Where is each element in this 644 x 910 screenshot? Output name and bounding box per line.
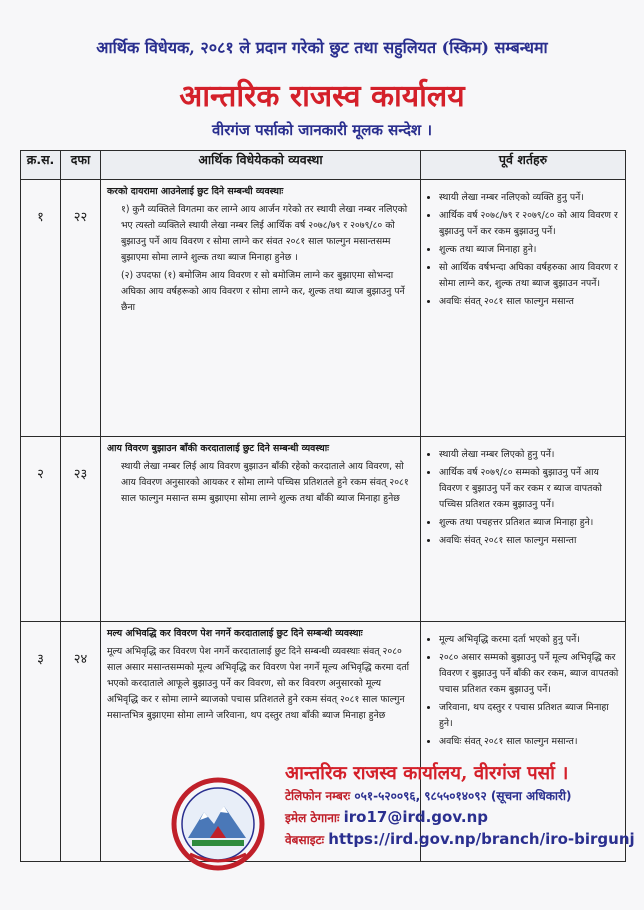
condition-item: • शुल्क तथा ब्याज मिनाहा हुने। <box>439 242 619 258</box>
col-header-conditions: पूर्व शर्तहरु <box>421 151 626 180</box>
phone-value: ०५१-५२००९६, ९८५५०१४०९२ (सूचना अधिकारी) <box>354 789 572 803</box>
table-header-row <box>21 151 626 180</box>
subject-heading: आर्थिक विधेयक, २०८१ ले प्रदान गरेको छुट तथा सहुलियत (स्किम) सम्बन्धमा <box>96 38 548 57</box>
email-link[interactable]: iro17@ird.gov.np <box>343 808 489 826</box>
col-header-section: दफा <box>61 151 101 180</box>
row-section: २४ <box>61 622 101 862</box>
website-link[interactable]: https://ird.gov.np/branch/iro-birgunj <box>328 830 635 848</box>
notice-subtitle: वीरगंज पर्साको जानकारी मूलक सन्देश । <box>211 121 433 139</box>
condition-item: • जरिवाना, थप दस्तुर र पचास प्रतिशत ब्याज मिनाहा हुने। <box>439 700 619 732</box>
office-title: आन्तरिक राजस्व कार्यालय <box>179 79 465 114</box>
email-label: इमेल ठेगानाः <box>285 811 340 825</box>
provision-title: करको दायरामा आउनेलाई छुट दिने सम्बन्धी व्यवस्थाः <box>107 186 284 197</box>
row-section: २२ <box>61 180 101 437</box>
condition-item: • अवधिः संवत् २०८१ साल फाल्गुन मसान्त <box>439 294 619 310</box>
condition-item: • अवधिः संवत् २०८१ साल फाल्गुन मसान्त। <box>439 734 619 750</box>
footer-website <box>285 830 635 848</box>
conditions-list <box>427 632 619 750</box>
row-conditions <box>421 180 626 437</box>
condition-item: • आर्थिक वर्ष २०७८/७९ र २०७९/८० को आय विवरण र बुझाउनु पर्ने कर रकम बुझाउनु पर्ने। <box>439 208 619 240</box>
condition-item: • २०८० असार सम्मको बुझाउनु पर्ने मूल्य अभिवृद्धि कर विवरण र बुझाउनु पर्ने बाँकी कर रकम, ब्याज वापतको पचास प्रतिशत रकम बुझाउनु पर्ने। <box>439 650 619 698</box>
condition-item: • सो आर्थिक वर्षभन्दा अघिका वर्षहरुका आय विवरण र सोमा लाग्ने कर, शुल्क तथा ब्याज बुझाउन नपर्ने। <box>439 260 619 292</box>
row-sn: २ <box>21 437 61 622</box>
footer-phone <box>285 787 572 804</box>
provision-paragraph: १) कुनै व्यक्तिले विगतमा कर लाग्ने आय आर्जन गरेको तर स्थायी लेखा नम्बर नलिएको भए त्यस्तो व्यक्तिले स्थायी लेखा नम्बर लिई आर्थिक वर्ष २०७८/७९ र २०७९/८० को बुझाउनु पर्ने आय विवरण र सोमा लाग्ने कर संवत २०८१ साल फाल्गुन मसान्तसम्म बुझाएमा सोमा लाग्ने शुल्क तथा ब्याज मिनाहा हुनेछ । <box>121 204 408 263</box>
footer-email <box>285 808 488 826</box>
row-conditions <box>421 437 626 622</box>
phone-label: टेलिफोन नम्बरः <box>285 789 351 803</box>
conditions-list <box>427 447 619 549</box>
table-row <box>21 437 626 622</box>
condition-item: • स्थायी लेखा नम्बर लिएको हुनु पर्ने। <box>439 447 619 463</box>
col-header-provision: आर्थिक विधेयेकको व्यवस्था <box>101 151 421 180</box>
provisions-table <box>20 150 626 862</box>
row-provision <box>101 437 421 622</box>
condition-item: • शुल्क तथा पचहत्तर प्रतिशत ब्याज मिनाहा हुने। <box>439 515 619 531</box>
provision-title: मल्य अभिवद्धि कर विवरण पेश नगर्ने करदातालाई छुट दिने सम्बन्धी व्यवस्थाः <box>107 628 363 639</box>
row-sn: ३ <box>21 622 61 862</box>
row-provision <box>101 180 421 437</box>
ird-emblem-icon <box>170 776 266 872</box>
footer-office: आन्तरिक राजस्व कार्यालय, वीरगंज पर्सा । <box>285 763 569 784</box>
provision-paragraph: (२) उपदफा (१) बमोजिम आय विवरण र सो बमोजिम लाग्ने कर बुझाएमा सोभन्दा अघिका आय वर्षहरूको आय विवरण र सोमा लाग्ने कर, शुल्क तथा ब्याज बुझाउनु पर्ने छैना <box>121 270 405 313</box>
provision-paragraph: मूल्य अभिवृद्धि कर विवरण पेश नगर्ने करदातालाई छुट दिने सम्बन्धी व्यवस्थाः संवत् २०८० साल असार मसान्तसम्मको मूल्य अभिवृद्धि कर विवरण पेश नगर्ने मूल्य अभिवृद्धि करमा दर्ता भएको करदाताले आफूले बुझाउनु पर्ने कर विवरण, सो कर विवरण अनुसारको मूल्य अभिवृद्धि कर र सोमा लाग्ने ब्याजको पचास प्रतिशतले हुने रकम संवत् २०८१ साल फाल्गुन मसान्तभित्र बुझाएमा सोमा लाग्ने जरिवाना, थप दस्तुर तथा बाँकी ब्याज मिनाहा हुनेछ <box>107 646 410 721</box>
row-sn: १ <box>21 180 61 437</box>
provision-title: आय विवरण बुझाउन बाँकी करदातालाई छुट दिने सम्बन्धी व्यवस्थाः <box>107 443 330 454</box>
table-row <box>21 180 626 437</box>
col-header-sn: क्र.स. <box>21 151 61 180</box>
condition-item: • मूल्य अभिवृद्धि करमा दर्ता भएको हुनु पर्ने। <box>439 632 619 648</box>
provision-paragraph: स्थायी लेखा नम्बर लिई आय विवरण बुझाउन बाँकी रहेको करदाताले आय विवरण, सो आय विवरण अनुसारको आयकर र सोमा लाग्ने पच्चिस प्रतिशतले हुने रकम संवत् २०८१ साल फाल्गुन मसान्त सम्म बुझाएमा सोमा लाग्ने शुल्क तथा बाँकी ब्याज मिनाहा हुनेछ <box>121 461 409 504</box>
condition-item: • स्थायी लेखा नम्बर नलिएको व्यक्ति हुनु पर्ने। <box>439 190 619 206</box>
website-label: वेबसाइटः <box>285 833 325 847</box>
condition-item: • आर्थिक वर्ष २०७९/८० सम्मको बुझाउनु पर्ने आय विवरण र बुझाउनु पर्ने कर रकम र ब्याज वापतको पच्चिस प्रतिशत रकम बुझाउनु पर्ने। <box>439 465 619 513</box>
condition-item: • अवधिः संवत् २०८१ साल फाल्गुन मसान्ता <box>439 533 619 549</box>
conditions-list <box>427 190 619 310</box>
row-section: २३ <box>61 437 101 622</box>
